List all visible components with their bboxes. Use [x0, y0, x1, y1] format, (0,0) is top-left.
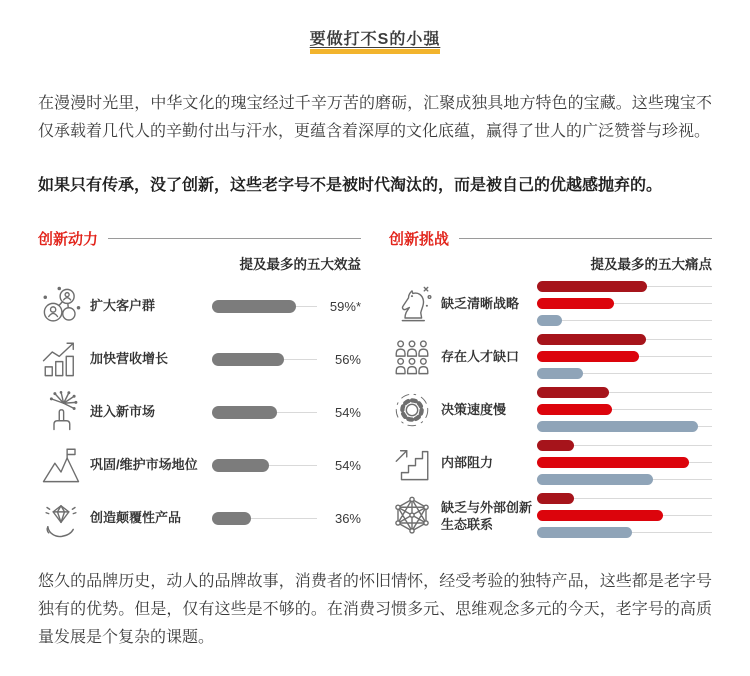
- challenge-label: 缺乏与外部创新生态联系: [441, 499, 533, 532]
- challenge-bar-bright-red: [537, 510, 663, 521]
- infographic: [38, 228, 712, 538]
- growth-chart-icon: [38, 337, 84, 381]
- driver-bar-track: [212, 300, 317, 313]
- challenge-bar-dark-red: [537, 493, 574, 504]
- talent-group-icon: [389, 335, 435, 379]
- challenge-bar-track: [537, 457, 712, 468]
- drivers-header: [38, 228, 361, 249]
- paragraph-bold-statement: 如果只有传承，没了创新，这些老字号不是被时代淘汰的，而是被自己的优越感抛弃的。: [38, 177, 663, 194]
- challenge-bar-dark-red: [537, 281, 647, 292]
- driver-bar: [212, 353, 284, 366]
- challenge-bar-track: [537, 404, 712, 415]
- challenge-bar-blue-gray: [537, 421, 698, 432]
- driver-label: 扩大客户群: [90, 298, 156, 313]
- driver-value: 54%: [334, 457, 361, 473]
- challenge-bar-bright-red: [537, 404, 612, 415]
- challenge-bar-group: [537, 334, 712, 379]
- challenge-bar-blue-gray: [537, 368, 583, 379]
- challenge-bar-track: [537, 298, 712, 309]
- challenge-bar-group: [537, 493, 712, 538]
- challenge-label: 存在人才缺口: [441, 349, 520, 364]
- challenge-bar-track: [537, 421, 712, 432]
- driver-bar-track: [212, 459, 317, 472]
- driver-row: [38, 498, 361, 538]
- driver-bar: [212, 512, 251, 525]
- challenge-bar-blue-gray: [537, 315, 562, 326]
- challenge-bar-group: [537, 281, 712, 326]
- driver-bar: [212, 459, 269, 472]
- challenge-bar-blue-gray: [537, 527, 632, 538]
- challenge-bar-dark-red: [537, 387, 609, 398]
- driver-value: 59%*: [329, 298, 361, 314]
- challenge-row: [389, 281, 712, 326]
- title-row: [38, 26, 712, 54]
- driver-label: 进入新市场: [90, 404, 156, 419]
- challenge-bar-blue-gray: [537, 474, 653, 485]
- challenge-label: 内部阻力: [441, 455, 494, 470]
- challenge-bar-track: [537, 351, 712, 362]
- mountain-flag-icon: [38, 443, 84, 487]
- driver-label: 加快营收增长: [90, 351, 169, 366]
- challenge-bar-bright-red: [537, 298, 614, 309]
- challenge-bar-track: [537, 510, 712, 521]
- driver-bar: [212, 406, 277, 419]
- challenge-bar-track: [537, 281, 712, 292]
- network-people-icon: [38, 284, 84, 328]
- challenge-row: [389, 440, 712, 485]
- driver-bar: [212, 300, 296, 313]
- gear-icon: [389, 388, 435, 432]
- challenges-subtitle: 提及最多的五大痛点: [590, 257, 712, 272]
- challenge-bar-group: [537, 387, 712, 432]
- network-sphere-icon: [389, 494, 435, 538]
- panel-innovation-challenges: [389, 228, 712, 538]
- drivers-title: 创新动力: [38, 231, 99, 248]
- challenge-bar-group: [537, 440, 712, 485]
- driver-row: [38, 339, 361, 379]
- challenge-bar-bright-red: [537, 351, 639, 362]
- driver-bar-track: [212, 512, 317, 525]
- challenge-label: 缺乏清晰战略: [441, 296, 520, 311]
- page-title: 要做打不S的小强: [310, 26, 441, 54]
- driver-bar-track: [212, 406, 317, 419]
- challenge-bar-track: [537, 493, 712, 504]
- challenge-bar-bright-red: [537, 457, 689, 468]
- driver-row: [38, 445, 361, 485]
- challenge-row: [389, 493, 712, 538]
- paragraph-closing: 悠久的品牌历史，动人的品牌故事，消费者的怀旧情怀，经受考验的独特产品，这些都是老字号独有的优势。但是，仅有这些是不够的。在消费习惯多元、思维观念多元的今天，老字号的高质量发展是个复杂的课题。: [38, 573, 712, 646]
- drivers-subtitle: 提及最多的五大效益: [239, 257, 361, 272]
- header-rule: [108, 238, 361, 239]
- challenge-bar-track: [537, 387, 712, 398]
- challenge-bar-dark-red: [537, 334, 646, 345]
- challenge-bar-track: [537, 440, 712, 451]
- chess-knight-icon: [389, 282, 435, 326]
- challenge-bar-track: [537, 334, 712, 345]
- challenge-row: [389, 334, 712, 379]
- challenge-label: 决策速度慢: [441, 402, 507, 417]
- stairs-arrow-icon: [389, 441, 435, 485]
- new-market-burst-icon: [38, 390, 84, 434]
- driver-row: [38, 392, 361, 432]
- challenge-bar-track: [537, 474, 712, 485]
- driver-value: 54%: [334, 404, 361, 420]
- driver-value: 56%: [334, 351, 361, 367]
- panel-innovation-drivers: [38, 228, 361, 538]
- challenges-title: 创新挑战: [389, 231, 450, 248]
- driver-value: 36%: [334, 510, 361, 526]
- challenge-bar-track: [537, 315, 712, 326]
- challenge-row: [389, 387, 712, 432]
- driver-label: 创造颠覆性产品: [90, 510, 182, 525]
- driver-label: 巩固/维护市场地位: [90, 457, 198, 472]
- challenge-bar-dark-red: [537, 440, 574, 451]
- challenge-bar-track: [537, 527, 712, 538]
- challenge-bar-track: [537, 368, 712, 379]
- diamond-hand-icon: [38, 496, 84, 540]
- header-rule: [459, 238, 712, 239]
- driver-row: [38, 286, 361, 326]
- paragraph-intro: 在漫漫时光里，中华文化的瑰宝经过千辛万苦的磨砺，汇聚成独具地方特色的宝藏。这些瑰宝不仅承载着几代人的辛勤付出与汗水，更蕴含着深厚的文化底蕴，赢得了世人的广泛赞誉与珍视。: [38, 95, 712, 140]
- driver-bar-track: [212, 353, 317, 366]
- challenges-header: [389, 228, 712, 249]
